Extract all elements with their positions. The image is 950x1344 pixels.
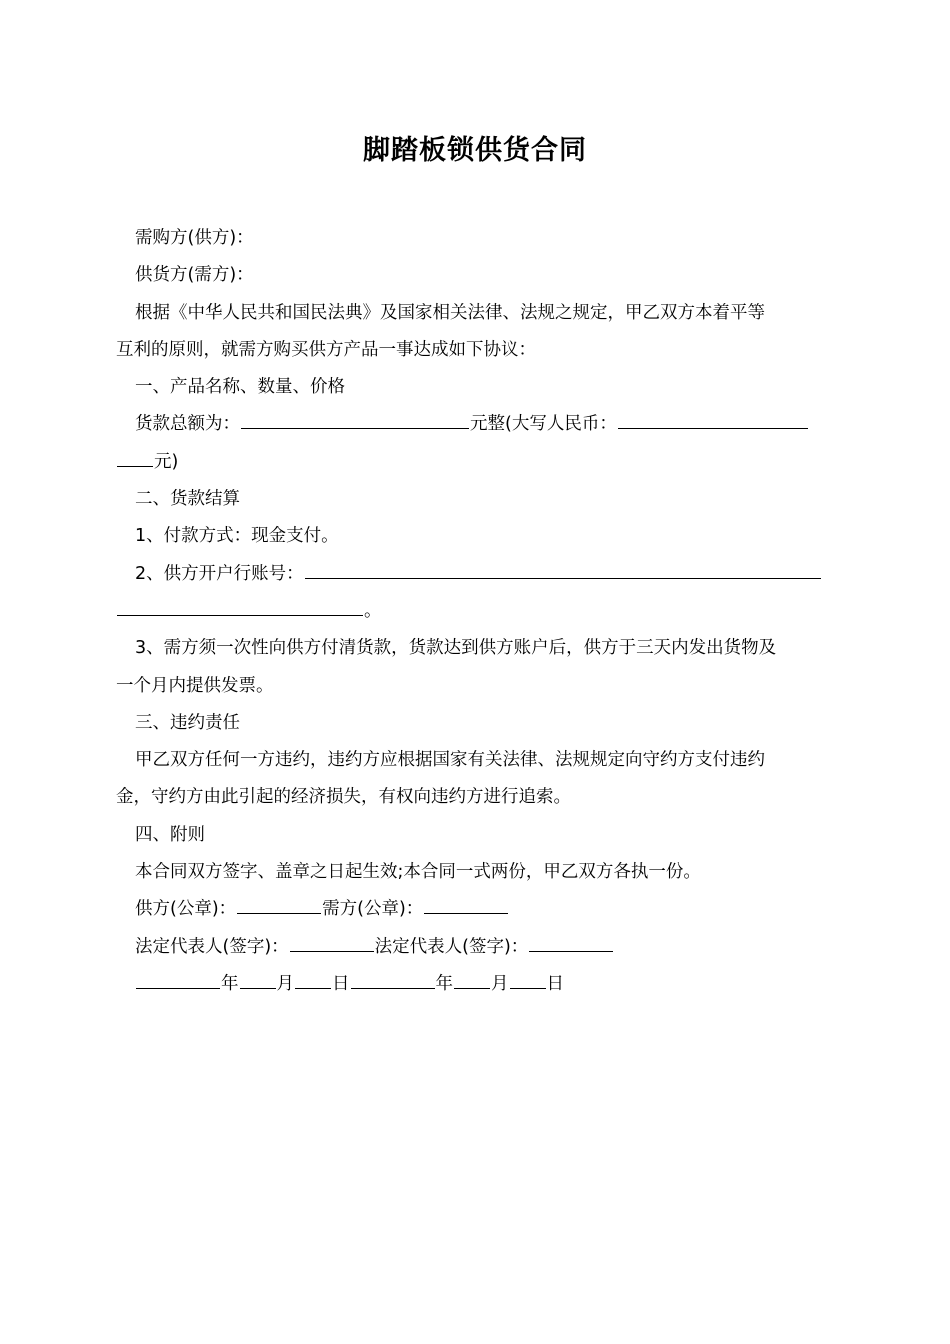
year-blank-1[interactable] <box>136 969 220 989</box>
supplier-seal-label: 供方(公章)： <box>135 899 237 920</box>
month-blank-2[interactable] <box>454 969 490 989</box>
section-4-heading <box>116 817 836 854</box>
section-3-heading <box>116 705 836 742</box>
buyer-seal-label: 需方(公章)： <box>322 899 424 920</box>
total-amount-suffix: 元整(大写人民币： <box>470 414 617 435</box>
month-label-1: 月 <box>276 973 294 994</box>
payment-method-text: 1、付款方式：现金支付。 <box>135 526 339 547</box>
breach-line-1 <box>116 742 836 779</box>
preamble-text-1: 根据《中华人民共和国民法典》及国家相关法律、法规之规定，甲乙双方本着平等 <box>135 302 765 323</box>
supplier-seal-blank[interactable] <box>237 894 321 914</box>
year-label-2: 年 <box>435 973 453 994</box>
supplier-rep-label: 法定代表人(签字)： <box>135 936 289 957</box>
representative-line <box>116 929 836 966</box>
section-1-heading <box>116 369 836 406</box>
breach-line-2 <box>116 779 836 816</box>
amount-in-words-blank[interactable] <box>618 409 808 429</box>
supplier-label: 供货方(需方)： <box>135 265 254 286</box>
section-2-title: 二、货款结算 <box>135 489 240 510</box>
month-blank-1[interactable] <box>240 969 276 989</box>
bank-account-cont-line <box>116 593 836 630</box>
buyer-seal-blank[interactable] <box>424 894 508 914</box>
section-2-heading <box>116 481 836 518</box>
payment-method-line <box>116 518 836 555</box>
supplier-line <box>116 257 836 294</box>
payment-terms-line-1 <box>116 630 836 667</box>
buyer-label: 需购方(供方)： <box>135 228 254 248</box>
total-amount-blank[interactable] <box>241 409 469 429</box>
amount-in-words-suffix: 元) <box>154 451 179 472</box>
effect-text: 本合同双方签字、盖章之日起生效;本合同一式两份，甲乙双方各执一份。 <box>135 862 701 883</box>
amount-in-words-blank-cont[interactable] <box>117 447 153 467</box>
payment-terms-line-2 <box>116 668 836 705</box>
buyer-rep-label: 法定代表人(签字)： <box>374 936 529 957</box>
page-title: 脚踏板锁供货合同 <box>363 135 587 166</box>
preamble-line-1 <box>116 295 836 332</box>
bank-account-label: 2、供方开户行账号： <box>135 563 304 584</box>
day-label-2: 日 <box>546 973 564 994</box>
seal-line <box>116 891 836 928</box>
day-blank-2[interactable] <box>510 969 546 989</box>
payment-terms-text-2: 一个月内提供发票。 <box>116 675 274 696</box>
contract-body <box>116 220 836 1003</box>
bank-account-end: 。 <box>364 600 382 621</box>
buyer-line <box>116 220 836 257</box>
year-blank-2[interactable] <box>351 969 435 989</box>
breach-text-2: 金，守约方由此引起的经济损失，有权向违约方进行追索。 <box>116 787 571 808</box>
section-4-title: 四、附则 <box>135 824 205 845</box>
preamble-text-2: 互利的原则，就需方购买供方产品一事达成如下协议： <box>116 339 536 360</box>
bank-account-blank[interactable] <box>305 559 821 579</box>
day-label-1: 日 <box>332 973 350 994</box>
total-amount-label: 货款总额为： <box>135 414 240 435</box>
effect-line <box>116 854 836 891</box>
total-amount-line <box>116 406 836 443</box>
section-1-title: 一、产品名称、数量、价格 <box>135 377 345 398</box>
breach-text-1: 甲乙双方任何一方违约，违约方应根据国家有关法律、法规规定向守约方支付违约 <box>135 750 765 771</box>
buyer-rep-blank[interactable] <box>529 932 613 952</box>
bank-account-blank-cont[interactable] <box>117 596 363 616</box>
month-label-2: 月 <box>491 973 509 994</box>
supplier-rep-blank[interactable] <box>290 932 374 952</box>
date-line <box>116 966 836 1003</box>
year-label-1: 年 <box>221 973 239 994</box>
bank-account-line <box>116 556 836 593</box>
preamble-line-2 <box>116 332 836 369</box>
section-3-title: 三、违约责任 <box>135 712 240 733</box>
day-blank-1[interactable] <box>295 969 331 989</box>
amount-in-words-cont-line <box>116 444 836 481</box>
payment-terms-text-1: 3、需方须一次性向供方付清货款，货款达到供方账户后，供方于三天内发出货物及 <box>135 638 777 659</box>
